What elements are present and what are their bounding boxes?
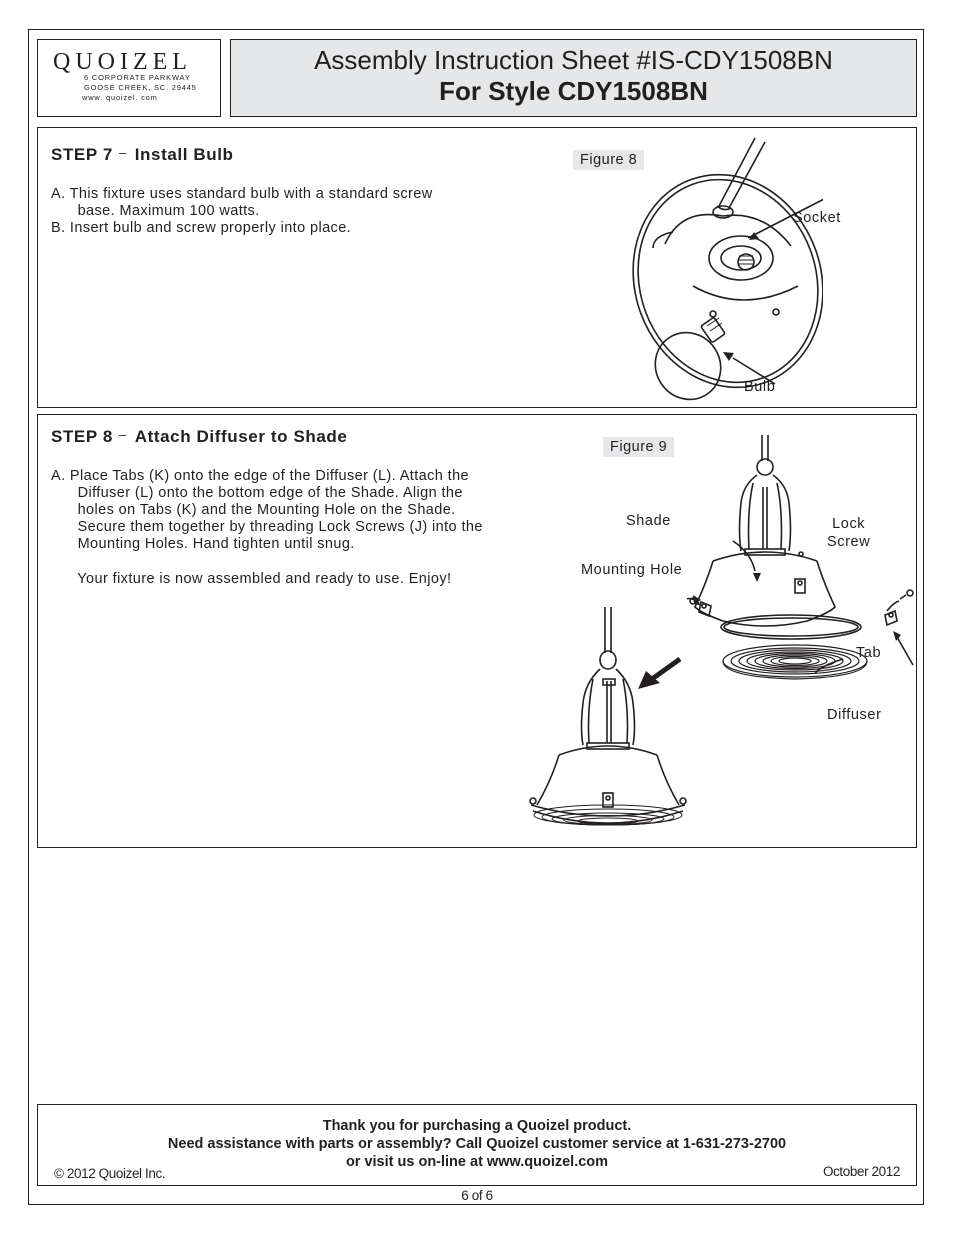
instruction-line: holes on Tabs (K) and the Mounting Hole on the Shade. xyxy=(51,502,456,518)
step-number: STEP 8 xyxy=(51,427,113,446)
step-7-section xyxy=(37,127,917,408)
copyright: © 2012 Quoizel Inc. xyxy=(54,1166,166,1181)
revision-date: October 2012 xyxy=(822,1164,900,1179)
step-number: STEP 7 xyxy=(51,145,113,164)
step-dash: – xyxy=(118,145,127,160)
logo-block xyxy=(37,39,221,117)
step-heading xyxy=(51,145,234,165)
page-number: 6 of 6 xyxy=(461,1188,493,1203)
thank-you-line: Thank you for purchasing a Quoizel product. xyxy=(322,1118,632,1134)
instruction-line: Mounting Holes. Hand tighten until snug. xyxy=(51,536,355,552)
step-8-section xyxy=(37,414,917,848)
support-line: Need assistance with parts or assembly? Call Quoizel customer service at 1-631-273-2700 xyxy=(167,1136,787,1152)
closing-line: Your fixture is now assembled and ready to use. Enjoy! xyxy=(51,571,452,587)
brand-logo: QUOIZEL xyxy=(53,49,192,75)
tab-callout: Tab xyxy=(856,645,882,661)
footer-block xyxy=(37,1104,917,1186)
socket-callout: Socket xyxy=(793,210,841,226)
instruction-line: Secure them together by threading Lock Screws (J) into the xyxy=(51,519,483,535)
bulb-callout: Bulb xyxy=(744,379,776,395)
address-line: GOOSE CREEK, SC. 29445 xyxy=(84,83,197,92)
instruction-line: base. Maximum 100 watts. xyxy=(51,203,260,219)
instruction-line: A. This fixture uses standard bulb with a standard screw xyxy=(51,186,433,202)
website-line: or visit us on-line at www.quoizel.com xyxy=(345,1154,609,1170)
step-title: Attach Diffuser to Shade xyxy=(134,427,348,446)
address-line: 6 CORPORATE PARKWAY xyxy=(84,73,191,82)
shade-callout: Shade xyxy=(626,513,671,529)
diffuser-callout: Diffuser xyxy=(827,707,882,723)
instruction-line: A. Place Tabs (K) onto the edge of the Diffuser (L). Attach the xyxy=(51,468,470,484)
bulb-install-illustration xyxy=(593,136,823,406)
sheet-title: Assembly Instruction Sheet #IS-CDY1508BN xyxy=(314,45,833,75)
instruction-line: B. Insert bulb and screw properly into place. xyxy=(51,220,352,236)
figure-label: Figure 8 xyxy=(573,150,644,170)
step-heading xyxy=(51,427,347,447)
step-dash: – xyxy=(118,427,127,442)
instruction-line: Diffuser (L) onto the bottom edge of the Shade. Align the xyxy=(51,485,463,501)
lock-screw-callout xyxy=(827,515,870,551)
mounting-hole-callout: Mounting Hole xyxy=(581,562,683,578)
website-line: www. quoizel. com xyxy=(82,93,158,102)
lock-screw-label-1: Lock xyxy=(832,516,866,532)
lock-screw-label-2: Screw xyxy=(827,534,871,550)
assembled-fixture-illustration xyxy=(523,605,698,835)
figure-label: Figure 9 xyxy=(603,437,674,457)
title-block xyxy=(230,39,917,117)
step-title: Install Bulb xyxy=(134,145,234,164)
style-title: For Style CDY1508BN xyxy=(439,76,708,106)
